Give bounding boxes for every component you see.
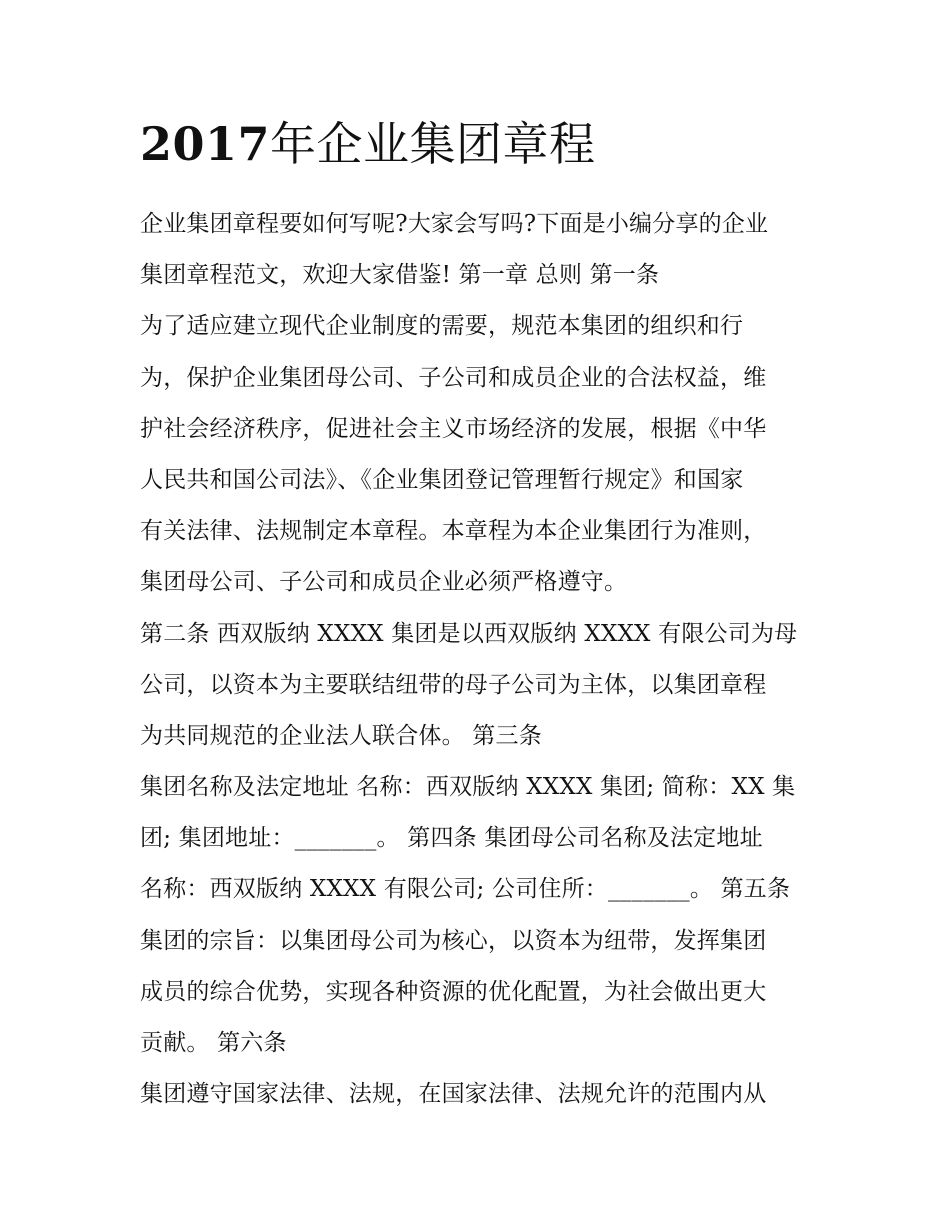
body-line: 为，保护企业集团母公司、子公司和成员企业的合法权益，维 [140, 364, 767, 391]
body-line: 为了适应建立现代企业制度的需要，规范本集团的组织和行 [140, 313, 744, 340]
body-line: 集团名称及法定地址 名称：西双版纳 XXXX 集团; 简称：XX 集 [140, 774, 796, 801]
body-line: 公司，以资本为主要联结纽带的母子公司为主体，以集团章程 [140, 671, 767, 698]
document-title [140, 112, 596, 176]
body-line: 集团母公司、子公司和成员企业必须严格遵守。 [140, 569, 628, 596]
body-line: 集团的宗旨：以集团母公司为核心，以资本为纽带，发挥集团 [140, 927, 767, 954]
body-line: 集团章程范文，欢迎大家借鉴! 第一章 总则 第一条 [140, 262, 660, 289]
body-line: 为共同规范的企业法人联合体。 第三条 [140, 722, 542, 749]
body-line: 团; 集团地址：_______。 第四条 集团母公司名称及法定地址 [140, 825, 763, 852]
document-body [140, 199, 820, 1120]
body-line: 集团遵守国家法律、法规，在国家法律、法规允许的范围内从 [140, 1081, 767, 1108]
title-year: 2017 [140, 117, 271, 171]
body-line: 护社会经济秩序，促进社会主义市场经济的发展，根据《中华 [140, 415, 767, 442]
body-line: 贡献。 第六条 [140, 1030, 287, 1056]
body-line: 人民共和国公司法》、《企业集团登记管理暂行规定》和国家 [140, 466, 744, 493]
body-line: 有关法律、法规制定本章程。本章程为本企业集团行为准则， [140, 518, 767, 545]
body-line: 成员的综合优势，实现各种资源的优化配置，为社会做出更大 [140, 978, 767, 1005]
body-line: 企业集团章程要如何写呢?大家会写吗?下面是小编分享的企业 [140, 211, 769, 237]
body-line: 名称：西双版纳 XXXX 有限公司; 公司住所：_______。 第五条 [140, 876, 791, 903]
body-line: 第二条 西双版纳 XXXX 集团是以西双版纳 XXXX 有限公司为母 [140, 620, 798, 647]
title-text: 年企业集团章程 [270, 117, 596, 171]
